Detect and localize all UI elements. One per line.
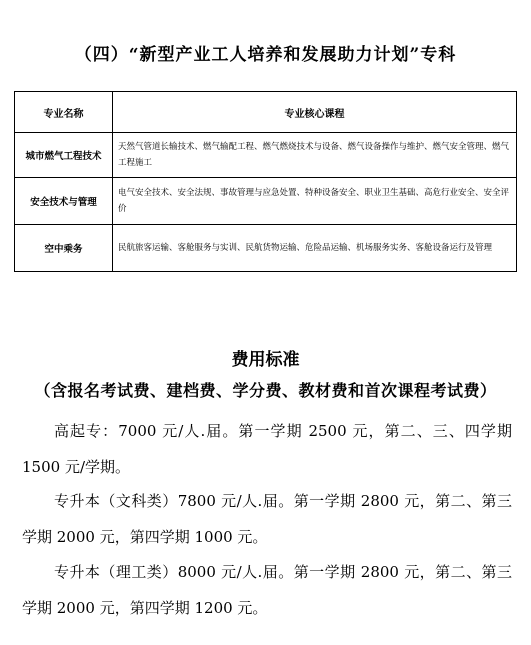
header-major-name: 专业名称 — [15, 92, 113, 133]
major-courses: 天然气管道长输技术、燃气输配工程、燃气燃烧技术与设备、燃气设备操作与维护、燃气安全管理、燃气工程施工 — [113, 133, 517, 178]
table-row — [15, 133, 517, 178]
fee-subtitle: （含报名考试费、建档费、学分费、教材费和首次课程考试费） — [34, 381, 497, 400]
fee-paragraph-zhuanshengben-science: 专升本（理工类）8000 元/人.届。第一学期 2800 元，第二、第三学期 2000 元，第四学期 1200 元。 — [22, 563, 512, 617]
section-title: （四）“新型产业工人培养和发展助力计划”专科 — [74, 45, 457, 65]
table-row — [15, 178, 517, 225]
table-row — [15, 225, 517, 272]
fee-paragraph-gaoqizhuan: 高起专：7000 元/人.届。第一学期 2500 元，第二、三、四学期 1500 元/学期。 — [22, 422, 512, 476]
fee-title: 费用标准 — [231, 350, 300, 370]
major-name: 空中乘务 — [15, 225, 113, 272]
majors-table — [14, 91, 517, 272]
major-name: 城市燃气工程技术 — [15, 133, 113, 178]
major-name: 安全技术与管理 — [15, 178, 113, 225]
major-courses: 民航旅客运输、客舱服务与实训、民航货物运输、危险品运输、机场服务实务、客舱设备运行及管理 — [113, 225, 517, 272]
major-courses: 电气安全技术、安全法规、事故管理与应急处置、特种设备安全、职业卫生基础、高危行业安全、安全评价 — [113, 178, 517, 225]
fee-paragraph-zhuanshengben-arts: 专升本（文科类）7800 元/人.届。第一学期 2800 元，第二、第三学期 2000 元，第四学期 1000 元。 — [22, 492, 512, 546]
table-header-row — [15, 92, 517, 133]
header-core-courses: 专业核心课程 — [113, 92, 517, 133]
